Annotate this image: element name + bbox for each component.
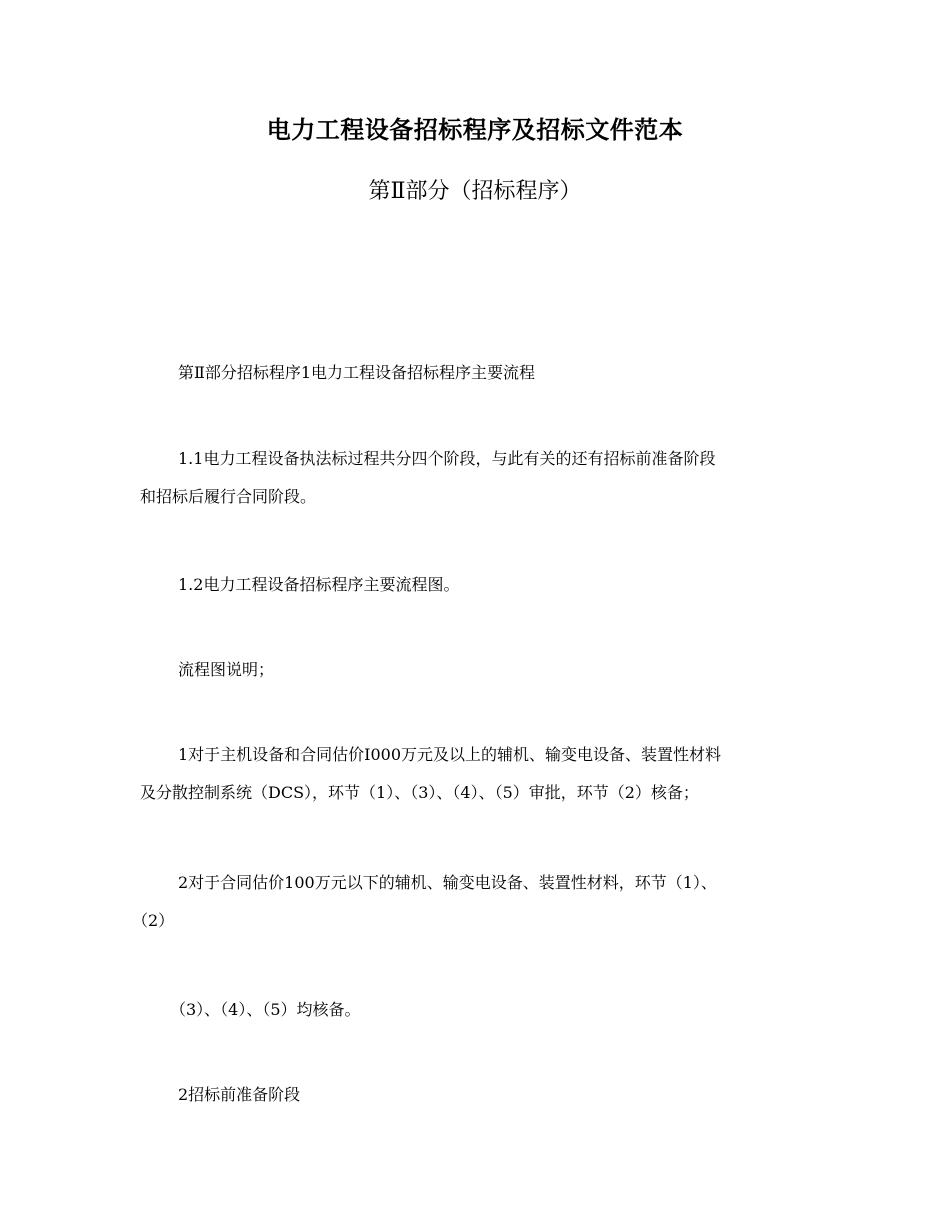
paragraph-line: 1.1电力工程设备执法标过程共分四个阶段，与此有关的还有招标前准备阶段: [178, 449, 716, 468]
paragraph-line: 2招标前准备阶段: [178, 1085, 301, 1104]
paragraph-line: 流程图说明；: [178, 660, 275, 679]
paragraph-line: （3）、（4）、（5）均核备。: [170, 1000, 361, 1019]
paragraph-6: [132, 870, 830, 946]
paragraph-3: [140, 572, 830, 610]
paragraph-line: 第Ⅱ部分招标程序1电力工程设备招标程序主要流程: [178, 363, 536, 382]
document-subtitle: 第Ⅱ部分（招标程序）: [368, 179, 582, 204]
paragraph-line: 和招标后履行合同阶段。: [140, 487, 317, 506]
paragraph-8: [140, 1082, 830, 1120]
paragraph-7: [140, 997, 830, 1035]
paragraph-1: [140, 360, 830, 398]
paragraph-line: 2对于合同估价100万元以下的辅机、输变电设备、装置性材料，环节（1）、: [178, 873, 717, 892]
paragraph-line: 及分散控制系统（DCS），环节（1）、（3）、（4）、（5）审批，环节（2）核备；: [140, 783, 699, 802]
paragraph-2: [140, 446, 830, 522]
paragraph-5: [140, 742, 830, 818]
paragraph-4: [140, 657, 830, 695]
document-title: 电力工程设备招标程序及招标文件范本: [266, 116, 684, 144]
paragraph-line: 1.2电力工程设备招标程序主要流程图。: [178, 575, 460, 594]
paragraph-line: 1对于主机设备和合同估价I000万元及以上的辅机、输变电设备、装置性材料: [178, 745, 722, 764]
paragraph-line: （2）: [132, 911, 175, 930]
